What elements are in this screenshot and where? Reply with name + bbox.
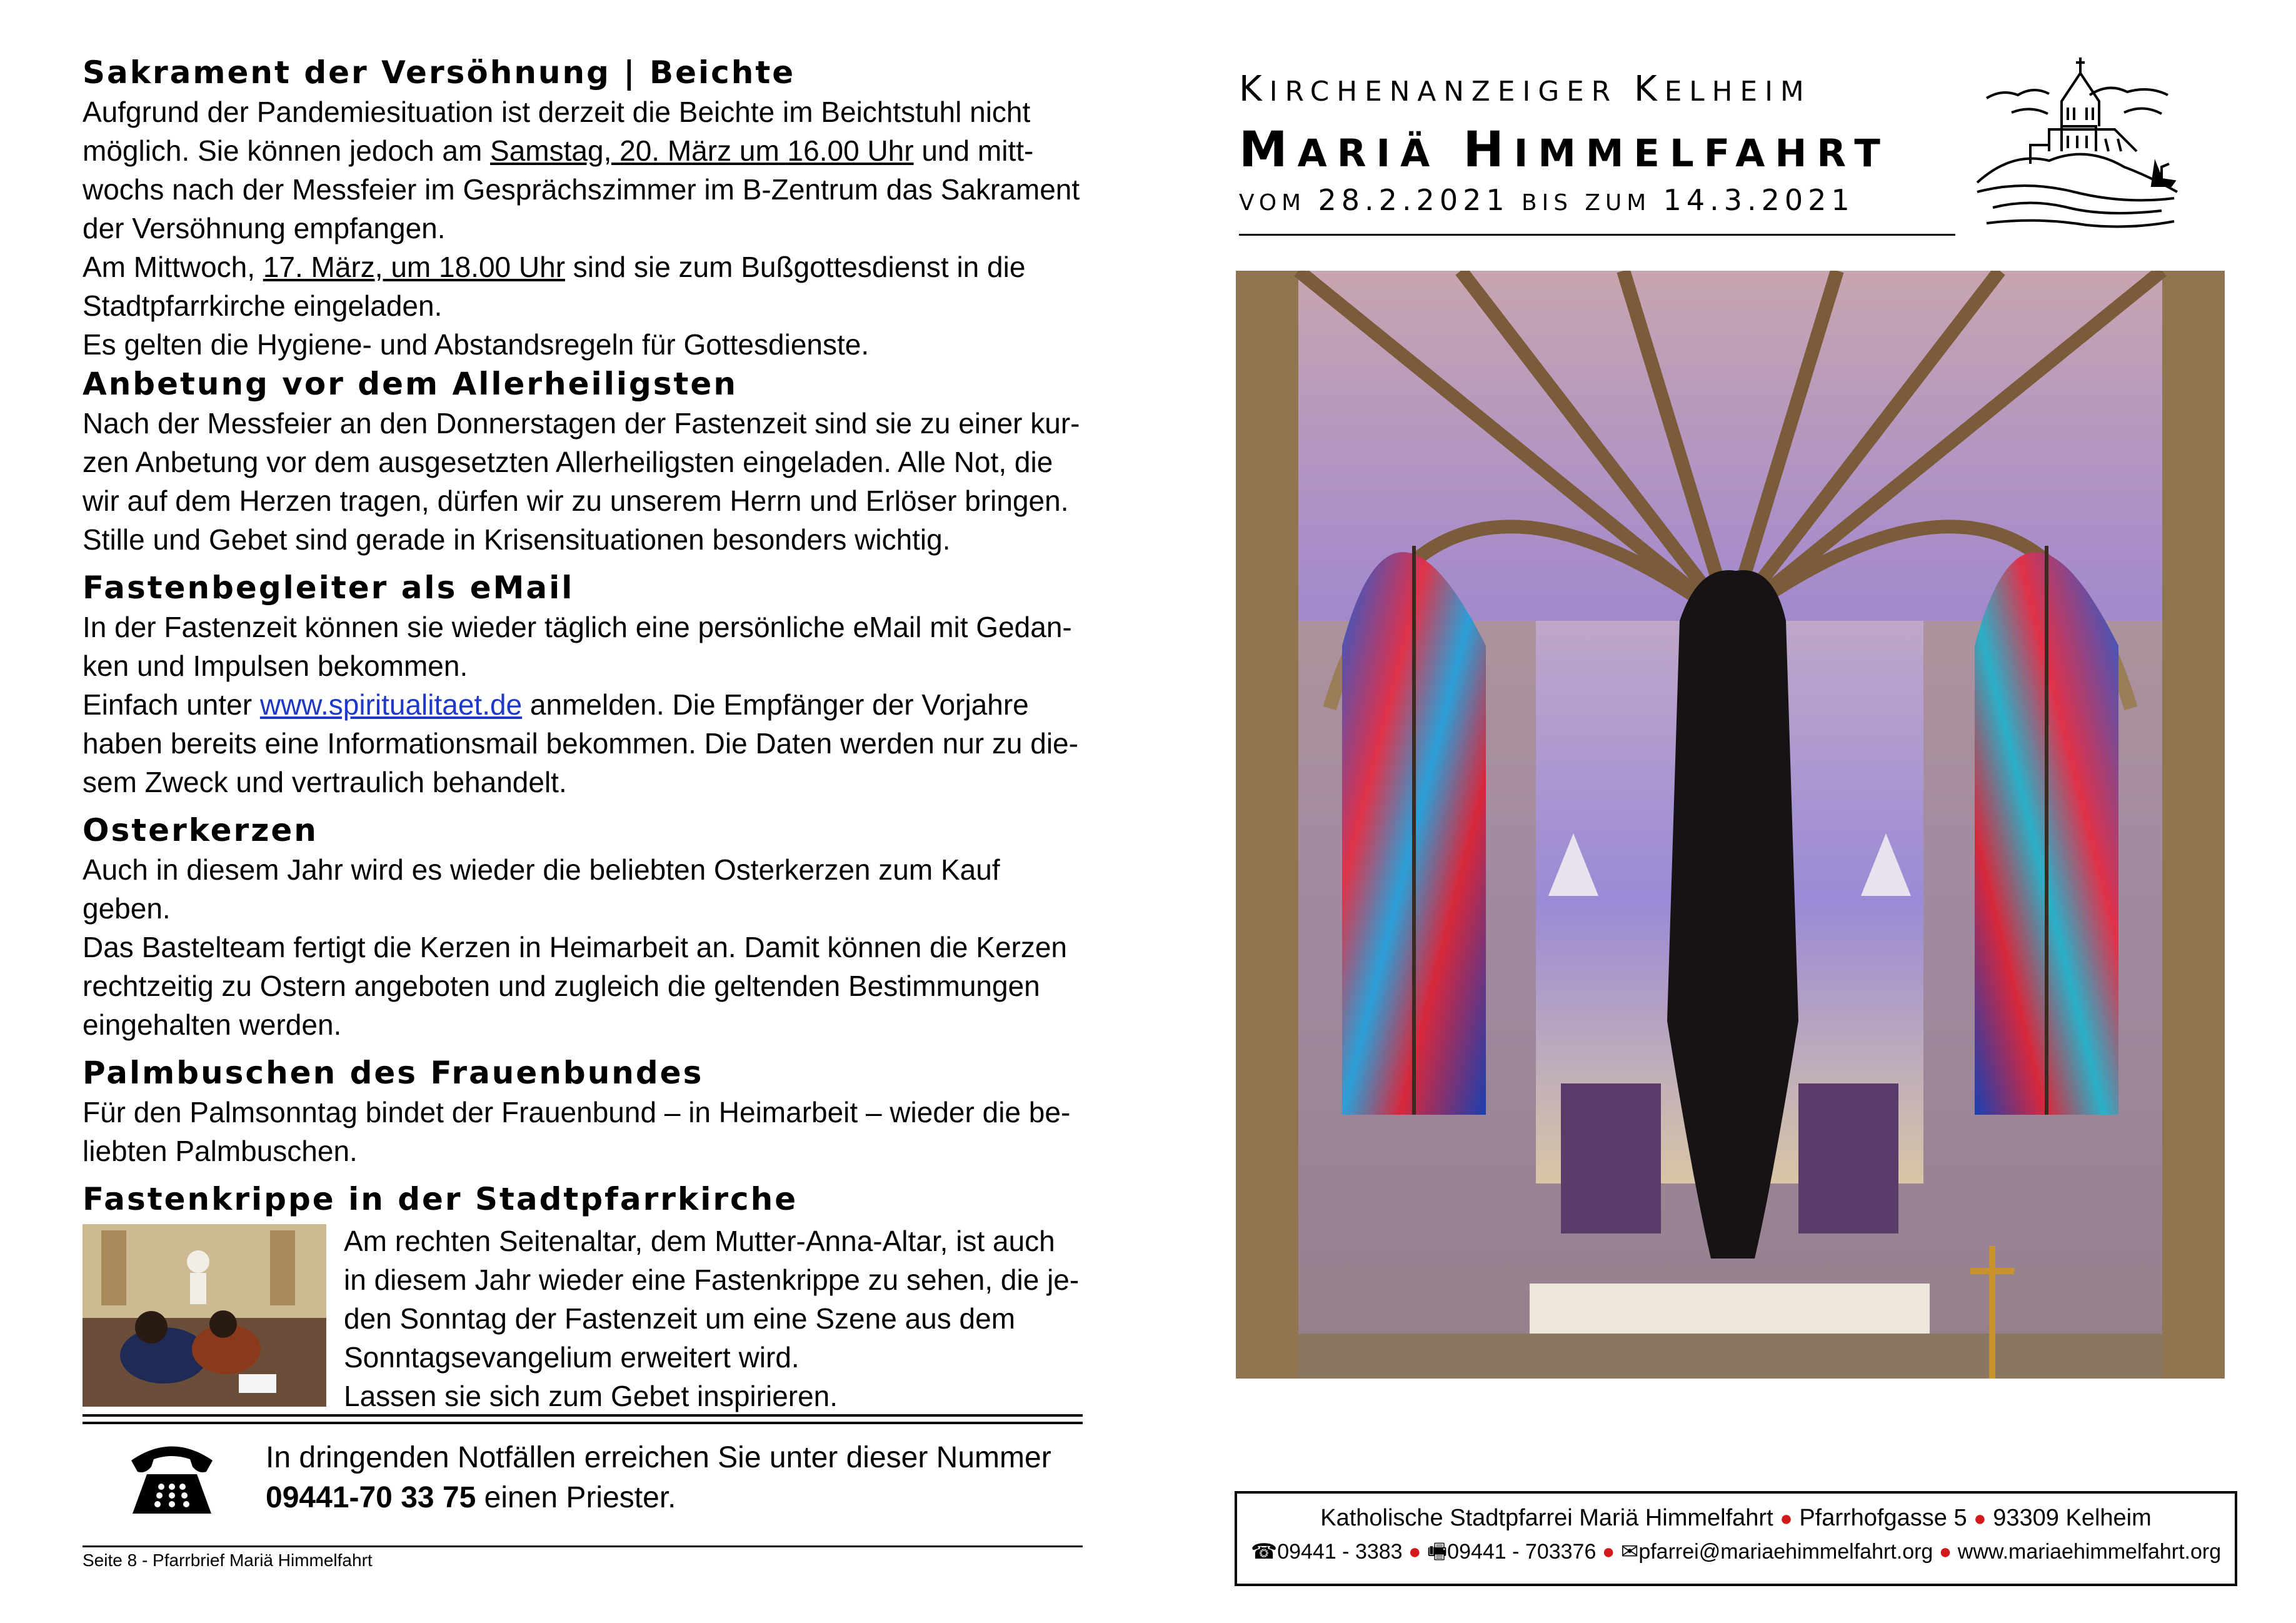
fastenkrippe-line: den Sonntag der Fastenzeit um eine Szene aus dem: [344, 1302, 1016, 1335]
fastenkrippe-text: [344, 1222, 1079, 1415]
fastenkrippe-line: Sonntagsevangelium erweitert wird.: [344, 1341, 800, 1374]
emergency-notice: [266, 1438, 1066, 1518]
email-icon: ✉: [1620, 1540, 1639, 1564]
header-smallcaps: ELHEIM: [1664, 76, 1812, 108]
section-heading: Sakrament der Versöhnung | Beichte: [83, 54, 796, 91]
section-paragraph: In der Fastenzeit können sie wieder täglich eine persönliche eMail mit Gedan- ken und Impulsen bekommen.: [83, 611, 1072, 682]
left-column: [83, 53, 1083, 1424]
section-heading: Anbetung vor dem Allerheiligsten: [83, 366, 738, 402]
section-paragraph: Für den Palmsonntag bindet der Frauenbund – in Heimarbeit – wieder die be- liebten Palmbuschen.: [83, 1096, 1071, 1167]
church-logo-icon: [1974, 58, 2180, 239]
emergency-suffix: einen Priester.: [476, 1481, 676, 1514]
contact-box: [1235, 1491, 2237, 1586]
fastenkrippe-line: Lassen sie sich zum Gebet inspirieren.: [344, 1380, 838, 1412]
header-cap: M: [1239, 122, 1298, 178]
emergency-line-2: [266, 1478, 1066, 1518]
email-address[interactable]: pfarrei@mariaehimmelfahrt.org: [1638, 1540, 1933, 1564]
section-heading: Fastenbegleiter als eMail: [83, 570, 574, 606]
telephone-icon: [125, 1435, 219, 1517]
section-paragraph: Einfach unter www.spiritualitaet.de anmelden. Die Empfänger der Vorjahre haben bereits eine Informationsmail bekommen. Die Daten werden nur zu die- sem Zweck und vertraulich behandelt.: [83, 688, 1078, 798]
news-section: [83, 364, 1083, 559]
fastenkrippe-line: in diesem Jahr wieder eine Fastenkrippe zu sehen, die je-: [344, 1264, 1080, 1296]
bullet-dot: ●: [1938, 1540, 1952, 1564]
header-cap: 14.3.2021: [1663, 183, 1855, 217]
page-footer: Seite 8 - Pfarrbrief Mariä Himmelfahrt: [83, 1550, 373, 1570]
news-sections: [83, 53, 1083, 1170]
header-smallcaps: VOM: [1239, 190, 1318, 216]
news-section: [83, 810, 1083, 1044]
section-heading: Palmbuschen des Frauenbundes: [83, 1055, 704, 1091]
fax-number: 09441 - 703376: [1447, 1540, 1597, 1564]
header-cap: K: [1239, 69, 1270, 109]
parish-name: Katholische Stadtpfarrei Mariä Himmelfahrt: [1320, 1505, 1773, 1531]
header-cap: H: [1463, 122, 1514, 178]
header-smallcaps: IRCHENANZEIGER: [1269, 76, 1634, 108]
emergency-text: In dringenden Notfällen erreichen Sie unter dieser Nummer: [266, 1441, 1051, 1474]
parish-street: Pfarrhofgasse 5: [1799, 1505, 1967, 1531]
header-date-range: [1239, 183, 1855, 217]
church-altar-photo: [1236, 271, 2225, 1379]
highlighted-date: Samstag, 20. März um 16.00 Uhr: [490, 134, 914, 167]
contact-line-1: [1237, 1505, 2235, 1532]
fax-icon: 🖷: [1427, 1540, 1448, 1564]
bullet-dot: ●: [1780, 1507, 1793, 1530]
website-link[interactable]: www.spiritualitaet.de: [259, 688, 523, 721]
bullet-dot: ●: [1602, 1540, 1615, 1564]
bullet-dot: ●: [1408, 1540, 1421, 1564]
bullet-dot: ●: [1973, 1507, 1987, 1530]
section-paragraph: Am Mittwoch, 17. März, um 18.00 Uhr sind sie zum Bußgottesdienst in die Stadtpfarrkirche eingeladen.: [83, 251, 1026, 322]
header-title: [1239, 122, 1890, 178]
header-rule: [1239, 234, 1955, 236]
emergency-number: 09441-70 33 75: [266, 1481, 476, 1514]
contact-line-2: [1237, 1537, 2235, 1572]
telephone-icon: ☎: [1250, 1540, 1278, 1564]
header-cap: 28.2.2021: [1318, 183, 1510, 217]
footer-rule: [83, 1545, 1083, 1547]
section-paragraph: Aufgrund der Pandemiesituation ist derzeit die Beichte im Beichtstuhl nicht möglich. Sie können jedoch am Samstag, 20. März um 16.00 Uhr und mitt- wochs nach der Messfeier im Gesprächszimmer im B-Zentrum das Sakrament der Versöhnung empfangen.: [83, 96, 1080, 244]
section-fastenkrippe: [83, 1179, 1083, 1415]
header-smallcaps: ARIÄ: [1297, 132, 1463, 176]
divider-double-bottom: [83, 1422, 1083, 1424]
fastenkrippe-row: [83, 1222, 1083, 1415]
header-smallcaps: IMMELFAHRT: [1513, 132, 1890, 176]
divider-double-top: [83, 1414, 1083, 1417]
header-line-1: [1239, 69, 1812, 109]
section-paragraph: Nach der Messfeier an den Donnerstagen der Fastenzeit sind sie zu einer kur- zen Anbetung vor dem ausgesetzten Allerheiligsten eingeladen. Alle Not, die wir auf dem Herzen tragen, dürfen wir zu unserem Herrn und Erlöser bringen. Stille und Gebet sind gerade in Krisensituationen besonders wichtig.: [83, 407, 1080, 556]
highlighted-date: 17. März, um 18.00 Uhr: [263, 251, 566, 283]
parish-city: 93309 Kelheim: [1993, 1505, 2152, 1531]
website-link[interactable]: www.mariaehimmelfahrt.org: [1957, 1540, 2222, 1564]
news-section: [83, 568, 1083, 801]
phone-number: 09441 - 3383: [1277, 1540, 1403, 1564]
fastenkrippe-photo: [83, 1224, 326, 1407]
news-section: [83, 1053, 1083, 1170]
section-heading: Osterkerzen: [83, 812, 318, 848]
section-paragraph: Auch in diesem Jahr wird es wieder die beliebten Osterkerzen zum Kauf geben. Das Bastelteam fertigt die Kerzen in Heimarbeit an. Damit können die Kerzen rechtzeitig zu Ostern angeboten und zugleich die geltenden Bestimmungen eingehalten werden.: [83, 853, 1068, 1041]
header-cap: K: [1633, 69, 1665, 109]
section-heading: Fastenkrippe in der Stadtpfarrkirche: [83, 1181, 798, 1217]
section-paragraph: Es gelten die Hygiene- und Abstandsregeln für Gottesdienste.: [83, 328, 870, 361]
fastenkrippe-line: Am rechten Seitenaltar, dem Mutter-Anna-Altar, ist auch: [344, 1225, 1055, 1257]
header-smallcaps: BIS ZUM: [1509, 190, 1663, 216]
news-section: [83, 53, 1083, 364]
